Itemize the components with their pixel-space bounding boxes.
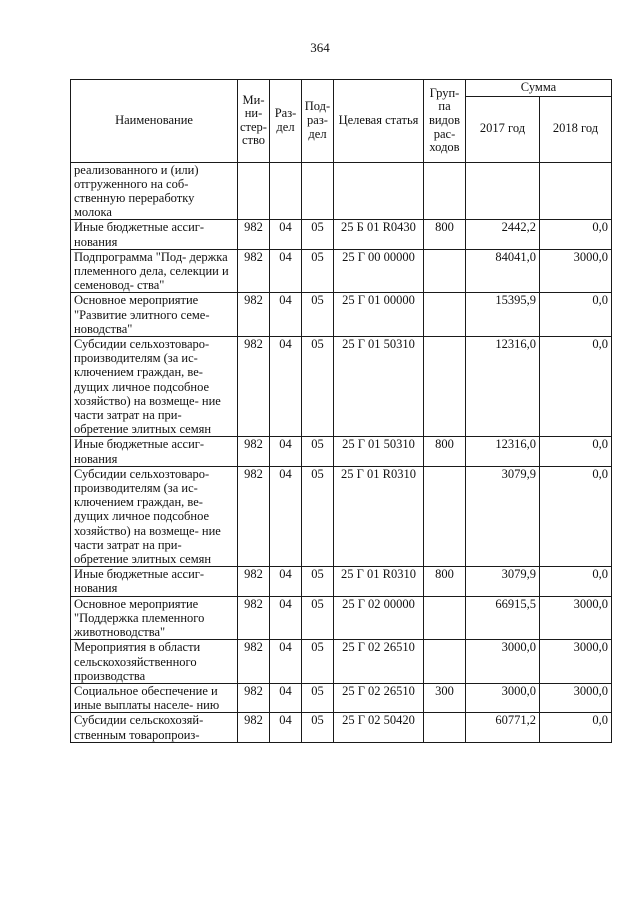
cell-name: Субсидии сельхозтоваро- производителям (за ис- ключением граждан, ве- дущих личное подсобное хозяйство) на возмеще- ние части затрат на при- обретение элитных семян [71,466,238,566]
cell-sum-2017: 60771,2 [466,713,540,742]
cell-name: Мероприятия в области сельскохозяйственного производства [71,640,238,684]
table-row [71,162,612,220]
cell-group [424,293,466,337]
header-subsection: Под- раз- дел [302,80,334,163]
cell-ministry: 982 [238,713,270,742]
cell-name: Иные бюджетные ассиг- нования [71,437,238,466]
budget-table [70,79,612,743]
cell-subsection: 05 [302,683,334,712]
table-row [71,640,612,684]
cell-sum-2018: 3000,0 [540,596,612,640]
cell-target: 25 Г 01 50310 [334,437,424,466]
cell-subsection: 05 [302,337,334,437]
cell-section: 04 [270,249,302,293]
table-row [71,220,612,249]
cell-name: Социальное обеспечение и иные выплаты населе- нию [71,683,238,712]
cell-target: 25 Г 01 50310 [334,337,424,437]
cell-group [424,337,466,437]
cell-section: 04 [270,640,302,684]
cell-sum-2018 [540,162,612,220]
cell-sum-2018: 3000,0 [540,683,612,712]
cell-subsection: 05 [302,466,334,566]
table-body [71,162,612,742]
cell-target: 25 Г 02 00000 [334,596,424,640]
cell-sum-2017: 3079,9 [466,466,540,566]
cell-sum-2017: 3000,0 [466,640,540,684]
cell-group [424,640,466,684]
cell-ministry: 982 [238,249,270,293]
cell-group: 800 [424,567,466,596]
cell-ministry: 982 [238,567,270,596]
cell-sum-2018: 0,0 [540,713,612,742]
cell-ministry: 982 [238,640,270,684]
cell-target: 25 Г 02 50420 [334,713,424,742]
table-row [71,293,612,337]
cell-target [334,162,424,220]
header-ministry: Ми- ни- стер- ство [238,80,270,163]
header-group: Груп- па видов рас- ходов [424,80,466,163]
cell-sum-2017 [466,162,540,220]
cell-name: Основное мероприятие "Поддержка племенного животноводства" [71,596,238,640]
cell-sum-2018: 0,0 [540,337,612,437]
table-row [71,567,612,596]
page-number: 364 [310,40,330,55]
cell-section [270,162,302,220]
cell-group: 300 [424,683,466,712]
table-row [71,683,612,712]
cell-ministry: 982 [238,337,270,437]
cell-group [424,466,466,566]
cell-target: 25 Г 01 R0310 [334,567,424,596]
cell-sum-2017: 2442,2 [466,220,540,249]
cell-section: 04 [270,337,302,437]
cell-target: 25 Г 02 26510 [334,640,424,684]
cell-section: 04 [270,437,302,466]
cell-section: 04 [270,596,302,640]
cell-sum-2018: 0,0 [540,437,612,466]
cell-sum-2017: 12316,0 [466,337,540,437]
cell-name: Субсидии сельхозтоваро- производителям (за ис- ключением граждан, ве- дущих личное подсобное хозяйство) на возмеще- ние части затрат на при- обретение элитных семян [71,337,238,437]
cell-group [424,596,466,640]
cell-sum-2017: 12316,0 [466,437,540,466]
cell-group [424,162,466,220]
cell-group [424,249,466,293]
cell-subsection: 05 [302,437,334,466]
cell-name: Подпрограмма "Под- держка племенного дела, селекции и семеновод- ства" [71,249,238,293]
cell-sum-2018: 3000,0 [540,640,612,684]
cell-sum-2018: 0,0 [540,567,612,596]
cell-sum-2018: 3000,0 [540,249,612,293]
cell-name: Основное мероприятие "Развитие элитного семе- новодства" [71,293,238,337]
cell-sum-2017: 15395,9 [466,293,540,337]
cell-sum-2018: 0,0 [540,466,612,566]
cell-name: Субсидии сельскохозяй- ственным товаропроиз- [71,713,238,742]
cell-subsection: 05 [302,249,334,293]
cell-ministry [238,162,270,220]
cell-sum-2017: 66915,5 [466,596,540,640]
cell-subsection: 05 [302,220,334,249]
header-sum: Сумма [466,80,612,97]
cell-sum-2017: 3000,0 [466,683,540,712]
cell-sum-2017: 3079,9 [466,567,540,596]
table-row [71,466,612,566]
cell-section: 04 [270,293,302,337]
cell-ministry: 982 [238,596,270,640]
header-year-2018: 2018 год [540,96,612,162]
table-row [71,713,612,742]
table-row [71,437,612,466]
cell-section: 04 [270,466,302,566]
cell-section: 04 [270,567,302,596]
cell-subsection: 05 [302,713,334,742]
cell-ministry: 982 [238,683,270,712]
cell-name: Иные бюджетные ассиг- нования [71,567,238,596]
cell-section: 04 [270,713,302,742]
cell-target: 25 Г 00 00000 [334,249,424,293]
cell-section: 04 [270,683,302,712]
cell-ministry: 982 [238,466,270,566]
cell-group: 800 [424,220,466,249]
table-row [71,596,612,640]
header-name: Наименование [71,80,238,163]
cell-ministry: 982 [238,293,270,337]
cell-sum-2018: 0,0 [540,220,612,249]
cell-subsection: 05 [302,567,334,596]
cell-target: 25 Б 01 R0430 [334,220,424,249]
cell-ministry: 982 [238,437,270,466]
cell-name: Иные бюджетные ассиг- нования [71,220,238,249]
cell-subsection: 05 [302,640,334,684]
cell-target: 25 Г 02 26510 [334,683,424,712]
table-row [71,337,612,437]
cell-group: 800 [424,437,466,466]
cell-subsection: 05 [302,596,334,640]
cell-name: реализованного и (или) отгруженного на соб- ственную переработку молока [71,162,238,220]
cell-sum-2017: 84041,0 [466,249,540,293]
header-section: Раз- дел [270,80,302,163]
header-year-2017: 2017 год [466,96,540,162]
header-target: Целевая статья [334,80,424,163]
cell-target: 25 Г 01 R0310 [334,466,424,566]
cell-section: 04 [270,220,302,249]
cell-sum-2018: 0,0 [540,293,612,337]
cell-target: 25 Г 01 00000 [334,293,424,337]
cell-ministry: 982 [238,220,270,249]
cell-group [424,713,466,742]
table-row [71,249,612,293]
cell-subsection [302,162,334,220]
cell-subsection: 05 [302,293,334,337]
